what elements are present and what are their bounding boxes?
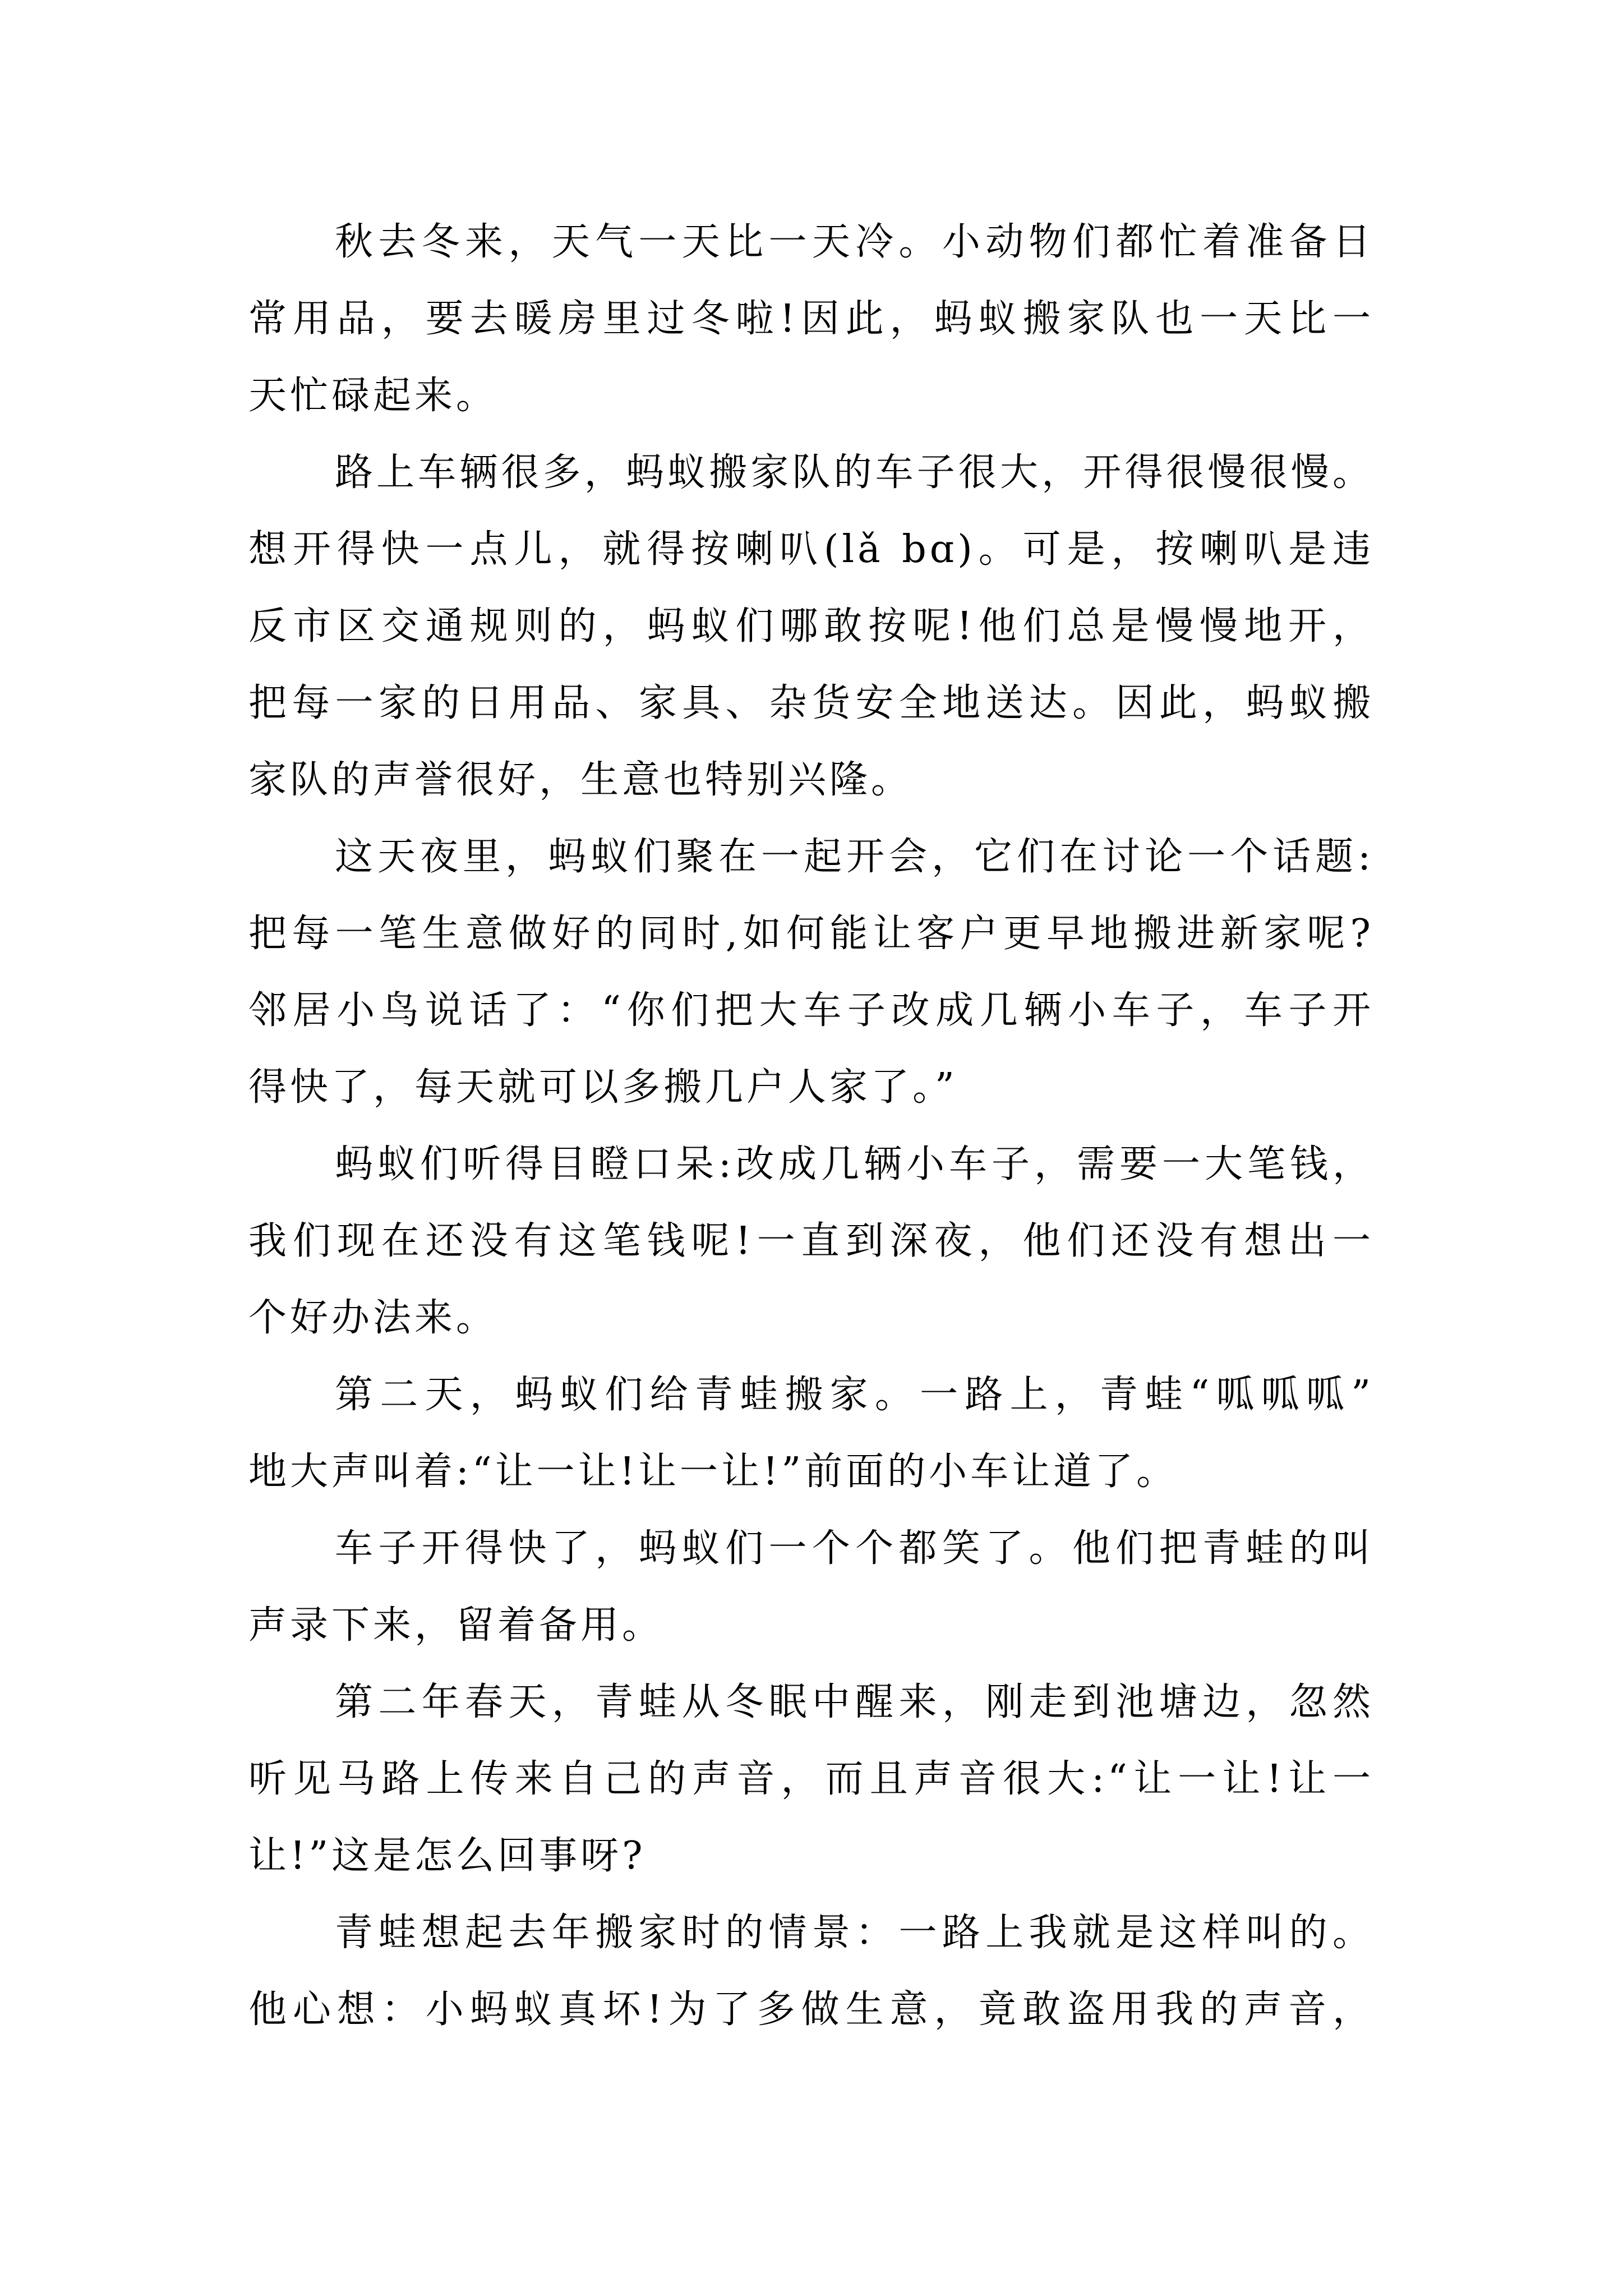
text-line: 听见马路上传来自己的声音，而且声音很大:“让一让!让一 xyxy=(248,1757,1374,1801)
text-line: 想开得快一点儿，就得按喇叭(lǎ bɑ)。可是，按喇叭是违 xyxy=(248,527,1374,572)
text-line: 常用品，要去暖房里过冬啦!因此，蚂蚁搬家队也一天比一 xyxy=(248,297,1374,341)
text-line: 家队的声誉很好，生意也特别兴隆。 xyxy=(248,758,913,802)
text-line: 地大声叫着:“让一让!让一让!”前面的小车让道了。 xyxy=(248,1450,1178,1494)
text-line: 第二天，蚂蚁们给青蛙搬家。一路上，青蛙“呱呱呱” xyxy=(335,1373,1374,1417)
text-line: 邻居小鸟说话了：“你们把大车子改成几辆小车子，车子开 xyxy=(248,988,1374,1033)
text-line: 把每一笔生意做好的同时,如何能让客户更早地搬进新家呢? xyxy=(248,912,1374,956)
paragraph xyxy=(248,1356,1374,1510)
paragraph xyxy=(248,434,1374,818)
text-line: 这天夜里，蚂蚁们聚在一起开会，它们在讨论一个话题: xyxy=(335,835,1374,879)
text-line: 让!”这是怎么回事呀? xyxy=(248,1834,646,1878)
text-line: 青蛙想起去年搬家时的情景：一路上我就是这样叫的。 xyxy=(335,1911,1374,1955)
paragraph xyxy=(248,1510,1374,1664)
text-line: 他心想：小蚂蚁真坏!为了多做生意，竟敢盗用我的声音， xyxy=(248,1987,1374,2032)
text-line: 秋去冬来，天气一天比一天冷。小动物们都忙着准备日 xyxy=(335,220,1374,264)
text-line: 天忙碌起来。 xyxy=(248,374,498,418)
text-line: 得快了，每天就可以多搬几户人家了。” xyxy=(248,1065,958,1110)
paragraph xyxy=(248,1894,1374,2048)
text-line: 我们现在还没有这笔钱呢!一直到深夜，他们还没有想出一 xyxy=(248,1219,1374,1263)
paragraph xyxy=(248,1664,1374,1894)
paragraph xyxy=(248,818,1374,1126)
text-line: 反市区交通规则的，蚂蚁们哪敢按呢!他们总是慢慢地开， xyxy=(248,604,1374,648)
text-line: 个好办法来。 xyxy=(248,1296,498,1340)
paragraph xyxy=(248,1126,1374,1356)
body-text xyxy=(248,204,1374,2048)
text-line: 声录下来，留着备用。 xyxy=(248,1603,664,1648)
text-line: 车子开得快了，蚂蚁们一个个都笑了。他们把青蛙的叫 xyxy=(335,1526,1374,1571)
text-line: 路上车辆很多，蚂蚁搬家队的车子很大，开得很慢很慢。 xyxy=(335,450,1374,495)
text-line: 把每一家的日用品、家具、杂货安全地送达。因此，蚂蚁搬 xyxy=(248,681,1374,725)
text-line: 蚂蚁们听得目瞪口呆:改成几辆小车子，需要一大笔钱， xyxy=(335,1142,1374,1186)
text-line: 第二年春天，青蛙从冬眠中醒来，刚走到池塘边，忽然 xyxy=(335,1680,1374,1724)
paragraph xyxy=(248,204,1374,434)
